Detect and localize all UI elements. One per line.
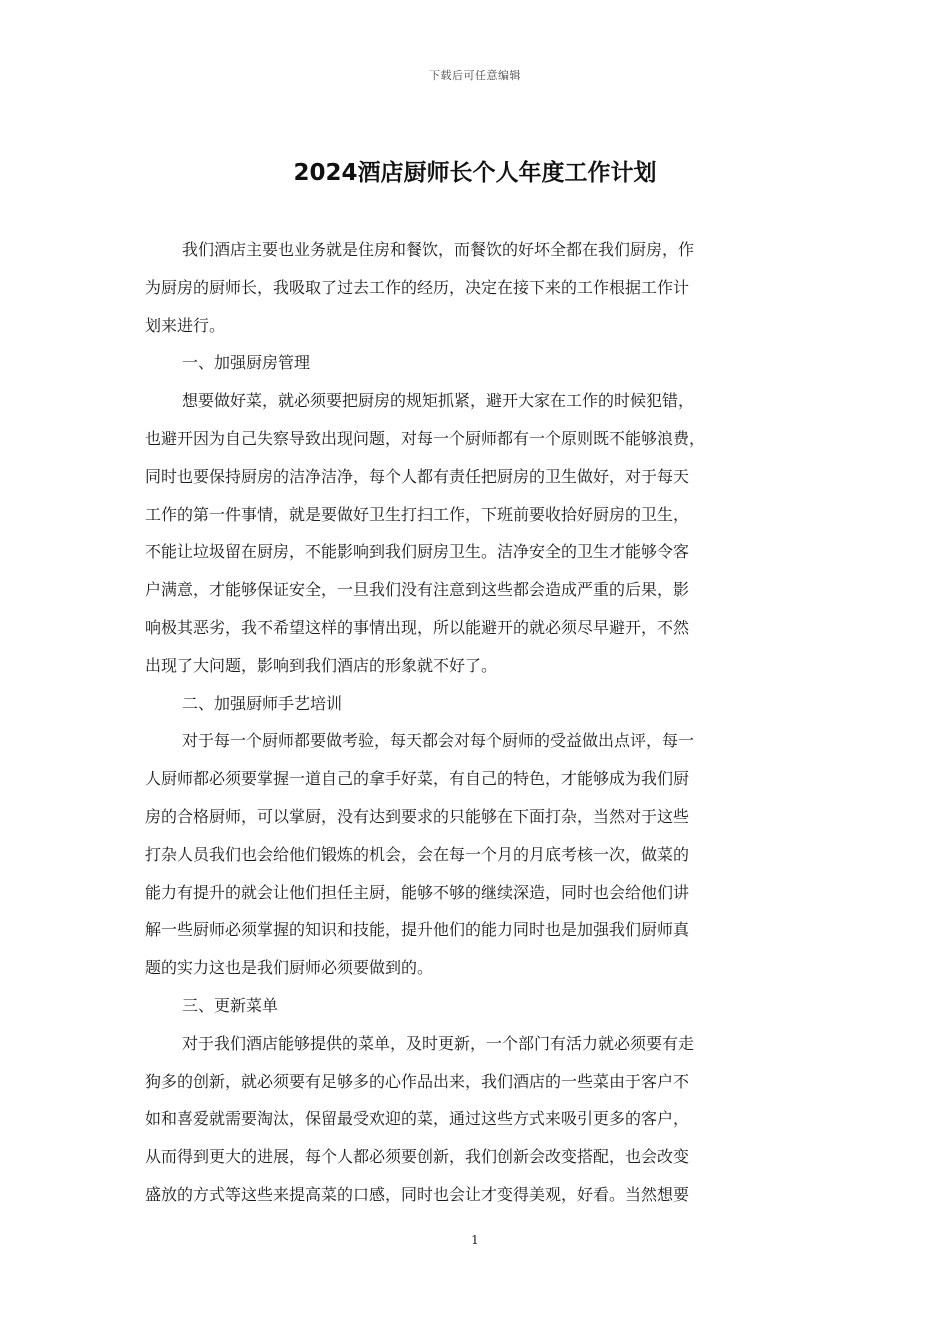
body-line: 出现了大问题，影响到我们酒店的形象就不好了。 (145, 655, 498, 675)
body-line: 人厨师都必须要掌握一道自己的拿手好菜，有自己的特色，才能够成为我们厨 (145, 769, 690, 789)
body-line: 户满意，才能够保证安全，一旦我们没有注意到这些都会造成严重的后果，影 (145, 580, 690, 600)
body-line: 打杂人员我们也会给他们锻炼的机会，会在每一个月的月底考核一次，做菜的 (145, 844, 690, 864)
body-line: 响极其恶劣，我不希望这样的事情出现，所以能避开的就必须尽早避开，不然 (145, 617, 690, 637)
body-line: 盛放的方式等这些来提高菜的口感，同时也会让才变得美观，好看。当然想要 (145, 1184, 690, 1204)
body-line: 不能让垃圾留在厨房，不能影响到我们厨房卫生。洁净安全的卫生才能够令客 (145, 542, 690, 562)
body-line: 同时也要保持厨房的洁净洁净，每个人都有责任把厨房的卫生做好，对于每天 (145, 466, 690, 486)
document-title: 2024酒店厨师长个人年度工作计划 (293, 160, 657, 186)
header-note: 下载后可任意编辑 (429, 69, 521, 82)
body-line: 如和喜爱就需要淘汰，保留最受欢迎的菜，通过这些方式来吸引更多的客户， (145, 1109, 690, 1129)
body-line: 狗多的创新，就必须要有足够多的心作品出来，我们酒店的一些菜由于客户不 (145, 1071, 690, 1091)
document-body (145, 231, 807, 1214)
body-line: 划来进行。 (145, 315, 226, 335)
body-line: 对于每一个厨师都要做考验，每天都会对每个厨师的受益做出点评，每一 (182, 731, 695, 751)
body-line: 一、加强厨房管理 (182, 353, 311, 373)
body-line: 对于我们酒店能够提供的菜单，及时更新，一个部门有活力就必须要有走 (182, 1033, 695, 1053)
body-line: 从而得到更大的进展，每个人都必须要创新，我们创新会改变搭配，也会改变 (145, 1147, 690, 1167)
body-line: 想要做好菜，就必须要把厨房的规矩抓紧，避开大家在工作的时候犯错， (182, 391, 695, 411)
body-line: 为厨房的厨师长，我吸取了过去工作的经历，决定在接下来的工作根据工作计 (145, 277, 690, 297)
body-line: 也避开因为自己失察导致出现问题，对每一个厨师都有一个原则既不能够浪费， (145, 428, 706, 448)
body-line: 工作的第一件事情，就是要做好卫生打扫工作，下班前要收拾好厨房的卫生， (145, 504, 690, 524)
body-line: 解一些厨师必须掌握的知识和技能，提升他们的能力同时也是加强我们厨师真 (145, 920, 690, 940)
body-line: 能力有提升的就会让他们担任主厨，能够不够的继续深造，同时也会给他们讲 (145, 882, 690, 902)
body-line: 房的合格厨师，可以掌厨，没有达到要求的只能够在下面打杂，当然对于这些 (145, 806, 690, 826)
body-line: 二、加强厨师手艺培训 (182, 693, 343, 713)
page-number: 1 (471, 1233, 479, 1247)
body-line: 三、更新菜单 (182, 995, 279, 1015)
body-line: 我们酒店主要也业务就是住房和餐饮，而餐饮的好坏全都在我们厨房，作 (182, 240, 695, 259)
body-line: 题的实力这也是我们厨师必须要做到的。 (145, 958, 434, 978)
